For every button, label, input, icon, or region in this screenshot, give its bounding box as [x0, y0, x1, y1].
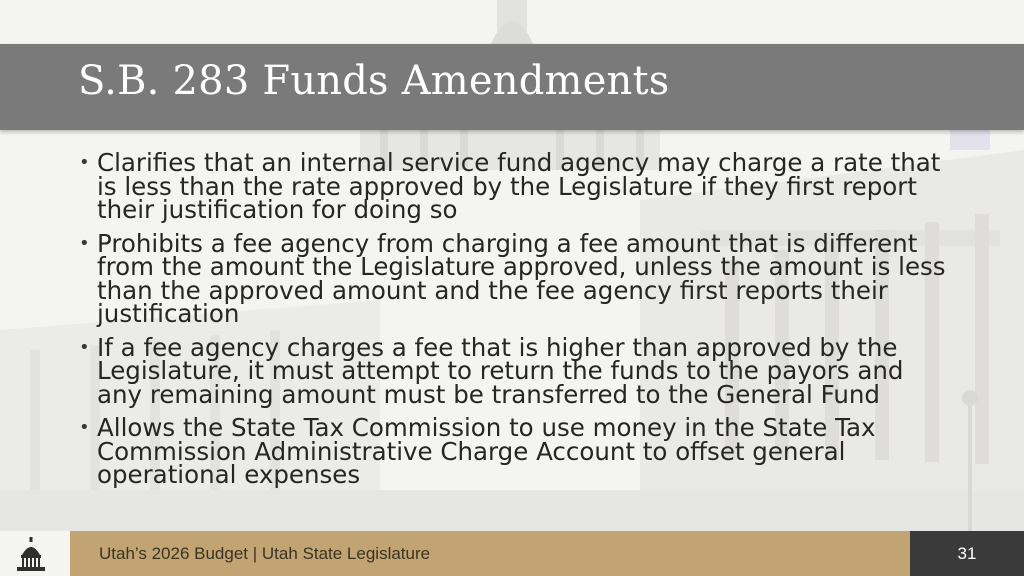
footer-text: Utah’s 2026 Budget | Utah State Legislature — [99, 544, 431, 563]
bullet-item — [76, 413, 956, 489]
bullet-marker: • — [79, 336, 90, 358]
bullet-text: If a fee agency charges a fee that is higher than approved by the Legislature, it must attempt to return the funds to the payors and any remaining amount must be transferred to the General Fund — [97, 332, 904, 409]
bullet-marker: • — [79, 417, 90, 438]
bullet-item — [76, 148, 956, 224]
bullet-text: Prohibits a fee agency from charging a fee amount that is different from the amount the Legislature approved, unless the amount is less than the approved amount and the fee agency first reports their justification — [97, 228, 946, 328]
bullet-list — [76, 148, 956, 497]
capitol-dome-icon — [16, 537, 46, 573]
bullet-text: Allows the State Tax Commission to use money in the State Tax Commission Administrative Charge Account to offset general operational expenses — [97, 413, 876, 489]
bullet-item — [76, 228, 956, 328]
footer-band — [70, 531, 910, 576]
bullet-marker: • — [79, 152, 90, 173]
bullet-marker: • — [79, 232, 90, 254]
page-number-box — [910, 531, 1024, 576]
slide-title: S.B. 283 Funds Amendments — [78, 58, 670, 104]
bullet-text: Clarifies that an internal service fund agency may charge a rate that is less than the rate approved by the Legislature if they first report their justification for doing so — [97, 148, 941, 224]
title-band — [0, 44, 1024, 130]
bullet-item — [76, 332, 956, 409]
page-number: 31 — [957, 544, 977, 563]
